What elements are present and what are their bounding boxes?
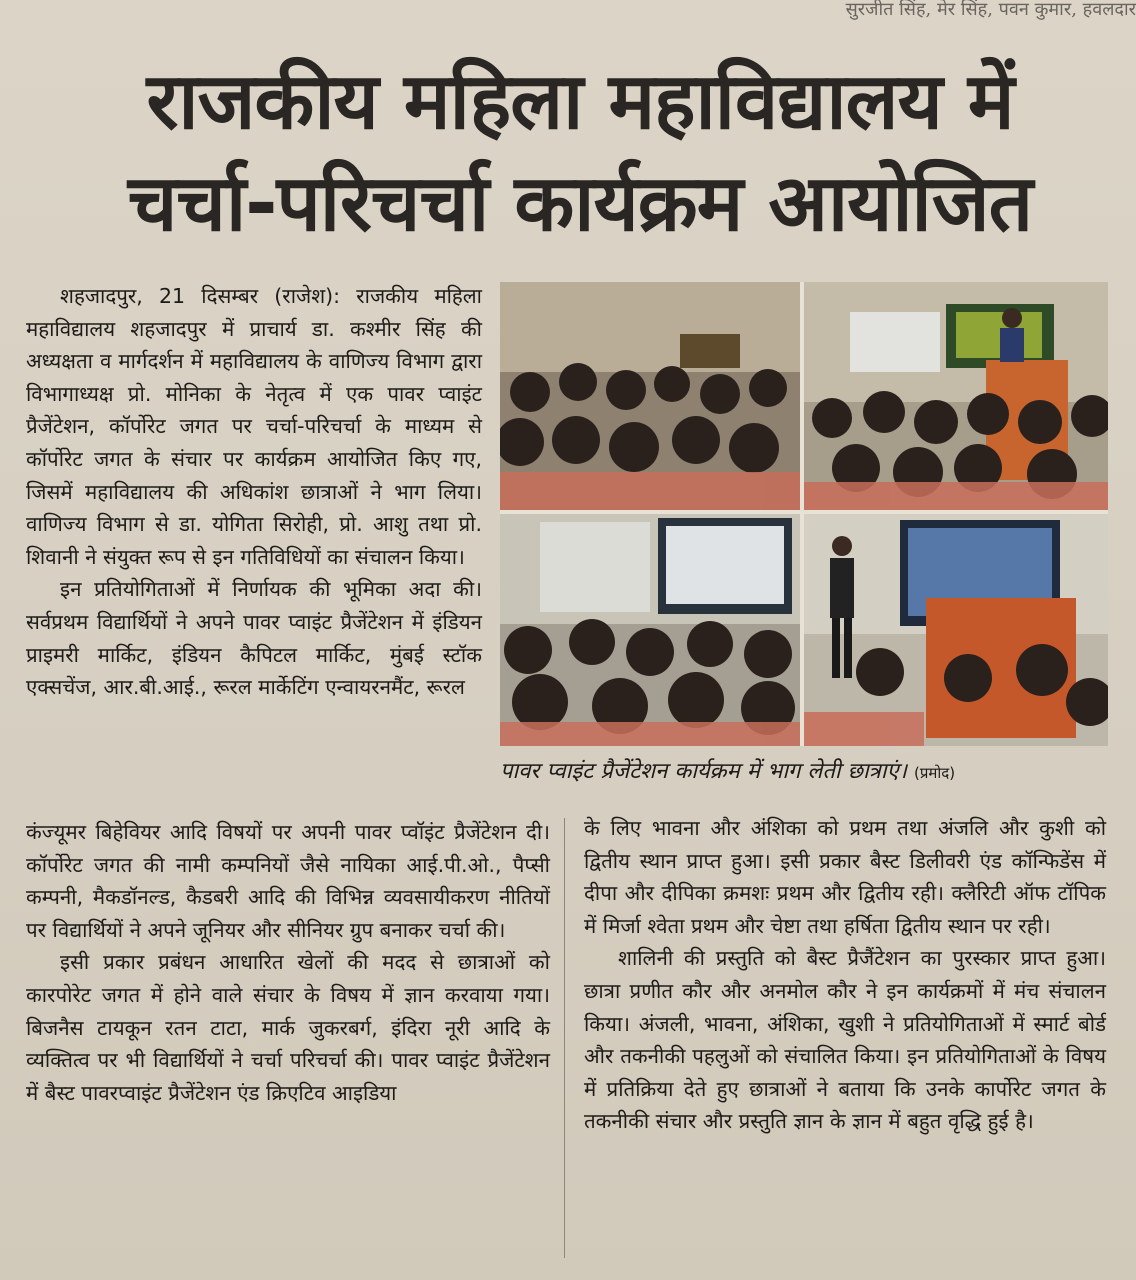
right-column [584, 812, 1106, 1260]
photo-credit: (प्रमोद) [914, 764, 956, 782]
article-paragraph: शहजादपुर, 21 दिसम्बर (राजेश): राजकीय महिला महाविद्यालय शहजादपुर में प्राचार्य डा. कश्मीर सिंह की अध्यक्षता व मार्गदर्शन में महाविद्यालय के वाणिज्य विभाग द्वारा विभागाध्यक्ष प्रो. मोनिका के नेतृत्व में एक पावर प्वाइंट प्रैजेंटेशन, कॉर्पोरेट जगत पर चर्चा-परिचर्चा के माध्यम से कॉर्पोरेट जगत के संचार पर कार्यक्रम आयोजित किए गए, जिसमें महाविद्यालय की अधिकांश छात्राओं ने भाग लिया। वाणिज्य विभाग से डा. योगिता सिरोही, प्रो. आशु तथा प्रो. शिवानी ने संयुक्त रूप से इन गतिविधियों का संचालन किया। [26, 284, 482, 569]
left-column [26, 280, 482, 808]
event-photo-collage [500, 282, 1108, 746]
top-strip-text: सुरजीत सिंह, मेर सिंह, पवन कुमार, हवलदार [845, 0, 1136, 20]
headline-line-2: चर्चा-परिचर्चा कार्यक्रम आयोजित [127, 159, 1033, 249]
headline-line-1: राजकीय महिला महाविद्यालय में [146, 57, 1014, 147]
article-paragraph: इसी प्रकार प्रबंधन आधारित खेलों की मदद से छात्राओं को कारपोरेट जगत में होने वाले संचार के विषय में ज्ञान करवाया गया। बिजनैस टायकून रतन टाटा, मार्क जुकरबर्ग, इंदिरा नूरी आदि के व्यक्तित्व पर भी विद्यार्थियों ने चर्चा परिचर्चा की। पावर प्वाइंट प्रैजेंटेशन में बैस्ट पावरप्वाइंट प्रैजेंटेशन एंड क्रिएटिव आइडिया [26, 950, 550, 1105]
article-paragraph: के लिए भावना और अंशिका को प्रथम तथा अंजलि और कुशी को द्वितीय स्थान प्राप्त हुआ। इसी प्रकार बैस्ट डिलीवरी एंड कॉन्फिडेंस में दीपा और दीपिका क्रमशः प्रथम और द्वितीय रही। क्लैरिटी ऑफ टॉपिक में मिर्जा श्वेता प्रथम और चेष्टा तथा हर्षिता द्वितीय स्थान पर रही। [584, 816, 1106, 938]
article-paragraph: इन प्रतियोगिताओं में निर्णायक की भूमिका अदा की। सर्वप्रथम विद्यार्थियों ने अपने पावर प्वाइंट प्रैजेंटेशन में इंडियन प्राइमरी मार्किट, इंडियन कैपिटल मार्किट, मुंबई स्टॉक एक्सचेंज, आर.बी.आई., रूरल मार्केटिंग एन्वायरनमैंट, रूरल [26, 577, 482, 700]
article-paragraph: शालिनी की प्रस्तुति को बैस्ट प्रैजैंटेशन का पुरस्कार प्राप्त हुआ। छात्रा प्रणीत कौर और अनमोल कौर ने इन कार्यक्रमों में मंच संचालन किया। अंजली, भावना, अंशिका, खुशी ने प्रतियोगिताओं में स्मार्ट बोर्ड और तकनीकी पहलुओं को संचालित किया। इन प्रतियोगिताओं के विषय में प्रतिक्रिया देते हुए छात्राओं ने बताया कि उनके कार्पोरेट जगत के तकनीकी संचार और प्रस्तुति ज्ञान के ज्ञान में बहुत वृद्धि हुई है। [584, 946, 1106, 1134]
photo-caption [500, 752, 1120, 792]
headline [40, 52, 1120, 256]
wide-column [26, 816, 550, 1256]
article-paragraph: कंज्यूमर बिहेवियर आदि विषयों पर अपनी पावर प्वॉइंट प्रैजेंटेशन दी। कॉर्पोरेट जगत की नामी कम्पनियों जैसे नायिका आई.पी.ओ., पैप्सी कम्पनी, मैकडॉनल्ड, कैडबरी आदि की विभिन्न व्यवसायीकरण नीतियों पर विद्यार्थियों ने अपने जूनियर और सीनियर ग्रुप बनाकर चर्चा की। [26, 820, 550, 942]
photo-caption-text: पावर प्वाइंट प्रैजेंटेशन कार्यक्रम में भाग लेती छात्राएं। [500, 759, 908, 784]
column-divider [564, 818, 565, 1258]
